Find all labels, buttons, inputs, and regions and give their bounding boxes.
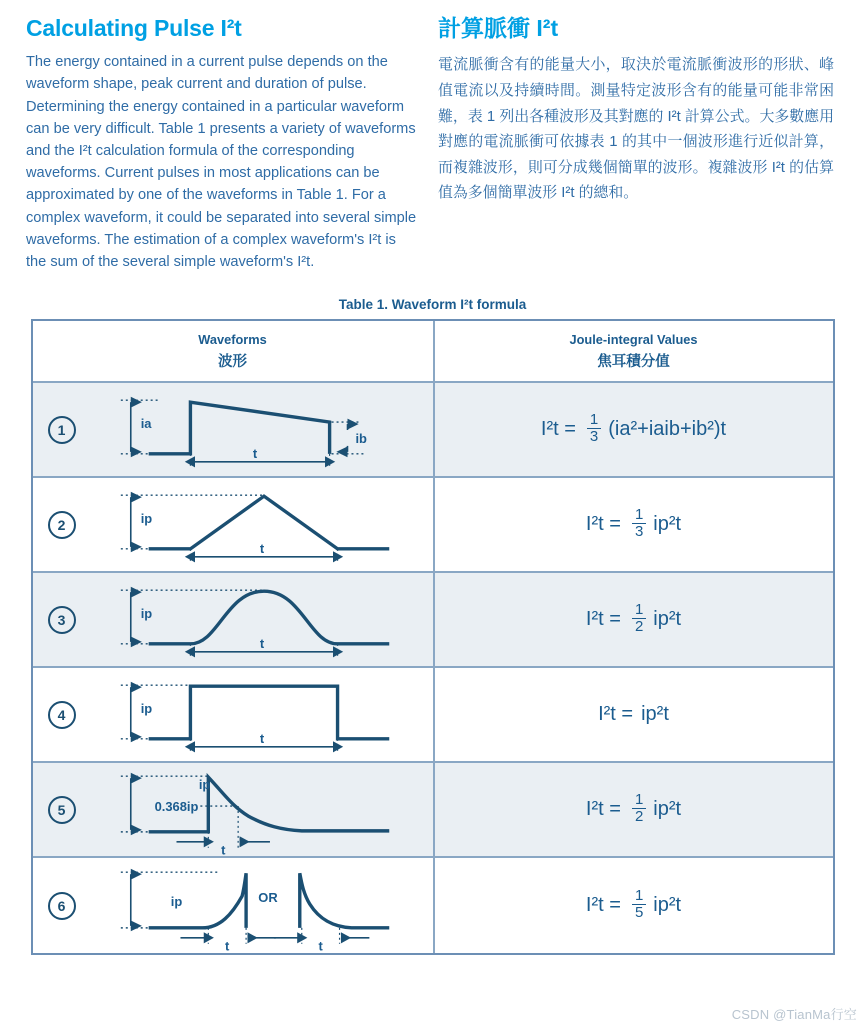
page-title-english: Calculating Pulse I²t	[26, 15, 242, 41]
waveform-cell-1	[33, 383, 435, 476]
fraction-numerator: 1	[634, 601, 644, 619]
formula-rhs: ip²t	[653, 608, 682, 631]
formula-cell-5	[435, 763, 833, 856]
formula-rhs: ip²t	[653, 513, 682, 536]
intro-paragraph-chinese: 電流脈衝含有的能量大小，取決於電流脈衝波形的形狀、峰值電流以及持續時間。測量特定波形含有的能量可能非常困難，表 1 列出各種波形及其對應的 I²t 計算公式。大多數應用對應的電流脈衝可依據表 1 的其中一個波形進行近似計算，而複雜波形，則可分成幾個簡單的波形。複雜波形 I²t 的估算值為多個簡單波形 I²t 的總和。	[438, 57, 834, 202]
waveform-cell-4	[33, 668, 435, 761]
formula-1	[541, 413, 726, 446]
table-caption: Table 1. Waveform I²t formula	[338, 297, 527, 313]
fraction	[632, 507, 646, 540]
waveform-cell-2	[33, 478, 435, 571]
svg-text:ip: ip	[140, 701, 152, 717]
intro-section	[0, 0, 865, 273]
fraction-denominator: 5	[632, 904, 646, 921]
formula-lhs: I²t =	[585, 513, 621, 536]
formula-cell-6	[435, 858, 833, 953]
table-row	[33, 858, 833, 953]
watermark: CSDN @TianMa行空	[731, 1007, 857, 1022]
fraction-numerator: 1	[634, 506, 644, 524]
waveform-diagram-trapezoid	[91, 382, 433, 477]
fraction-denominator: 3	[632, 523, 646, 540]
waveform-cell-5	[33, 763, 435, 856]
svg-text:t: t	[259, 730, 264, 746]
formula-rhs: ip²t	[641, 703, 669, 726]
formula-lhs: I²t =	[598, 703, 634, 726]
formula-lhs: I²t =	[585, 894, 621, 917]
svg-text:ip: ip	[140, 511, 152, 527]
chinese-column	[430, 10, 834, 273]
header-waveforms-en: Waveforms	[198, 331, 267, 347]
waveform-cell-6	[33, 858, 435, 953]
formula-lhs: I²t =	[585, 798, 621, 821]
formula-cell-2	[435, 478, 833, 571]
waveform-cell-3	[33, 573, 435, 666]
svg-text:ia: ia	[140, 416, 151, 432]
formula-lhs: I²t =	[540, 418, 576, 441]
formula-rhs: (ia²+iaib+ib²)t	[608, 418, 727, 441]
table-row	[33, 763, 833, 858]
row-index-1: 1	[33, 416, 91, 444]
fraction-denominator: 2	[632, 618, 646, 635]
fraction-numerator: 1	[634, 791, 644, 809]
page-title-chinese: 計算脈衝 I²t	[438, 15, 559, 41]
formula-cell-3	[435, 573, 833, 666]
formula-6	[586, 889, 681, 922]
intro-paragraph-english: The energy contained in a current pulse depends on the waveform shape, peak current and duration of pulse. Determining the energy contained in a particular waveform can be very difficult. Table 1 presents a variety of waveforms and the I²t calculation formula of the corresponding waveforms. Current pulses in most applications can be approximated by one of the waveforms in Table 1. For a complex waveform, it could be separated into several simple waveforms. The estimation of a complex waveform's I²t is the sum of the several simple waveform's I²t.	[26, 54, 417, 270]
row-index-2: 2	[33, 511, 91, 539]
header-values-en: Joule-integral Values	[569, 331, 698, 347]
header-waveforms-zh: 波形	[218, 353, 247, 370]
waveform-diagram-exponential-pair	[91, 858, 433, 953]
formula-2	[586, 508, 681, 541]
english-column	[26, 10, 430, 273]
table-row	[33, 478, 833, 573]
formula-5	[586, 793, 681, 826]
row-index-6: 6	[33, 892, 91, 920]
table-row	[33, 668, 833, 763]
formula-rhs: ip²t	[653, 798, 682, 821]
table-row	[33, 383, 833, 478]
svg-text:0.368ip: 0.368ip	[154, 799, 198, 815]
waveform-diagram-half-sine	[91, 572, 433, 667]
svg-text:t: t	[318, 938, 323, 954]
svg-text:t: t	[252, 445, 257, 461]
formula-cell-1	[435, 383, 833, 476]
fraction-denominator: 3	[587, 428, 601, 445]
svg-text:ip: ip	[198, 777, 210, 793]
formula-rhs: ip²t	[653, 894, 682, 917]
fraction	[632, 792, 646, 825]
formula-lhs: I²t =	[585, 608, 621, 631]
fraction	[587, 412, 601, 445]
formula-cell-4	[435, 668, 833, 761]
svg-text:t: t	[259, 540, 264, 556]
table-header-row	[33, 321, 833, 383]
fraction-numerator: 1	[634, 887, 644, 905]
waveform-diagram-rectangle	[91, 667, 433, 762]
table-row	[33, 573, 833, 668]
row-index-3: 3	[33, 606, 91, 634]
formula-3	[586, 603, 681, 636]
fraction-numerator: 1	[589, 411, 599, 429]
svg-text:OR: OR	[257, 890, 278, 906]
waveform-diagram-triangle	[91, 477, 433, 572]
header-values-zh: 焦耳積分值	[597, 353, 670, 370]
fraction-denominator: 2	[632, 808, 646, 825]
formula-4	[598, 703, 669, 726]
header-joule-values	[435, 321, 833, 381]
waveform-diagram-exponential-decay	[91, 762, 433, 857]
svg-text:t: t	[220, 842, 225, 858]
fraction	[632, 602, 646, 635]
svg-text:t: t	[224, 938, 229, 954]
svg-text:ip: ip	[140, 606, 152, 622]
header-waveforms	[33, 321, 435, 381]
row-index-4: 4	[33, 701, 91, 729]
svg-text:t: t	[259, 635, 264, 651]
fraction	[632, 888, 646, 921]
svg-text:ib: ib	[354, 430, 367, 446]
row-index-5: 5	[33, 796, 91, 824]
waveform-table	[31, 319, 835, 955]
svg-text:ip: ip	[170, 894, 182, 910]
